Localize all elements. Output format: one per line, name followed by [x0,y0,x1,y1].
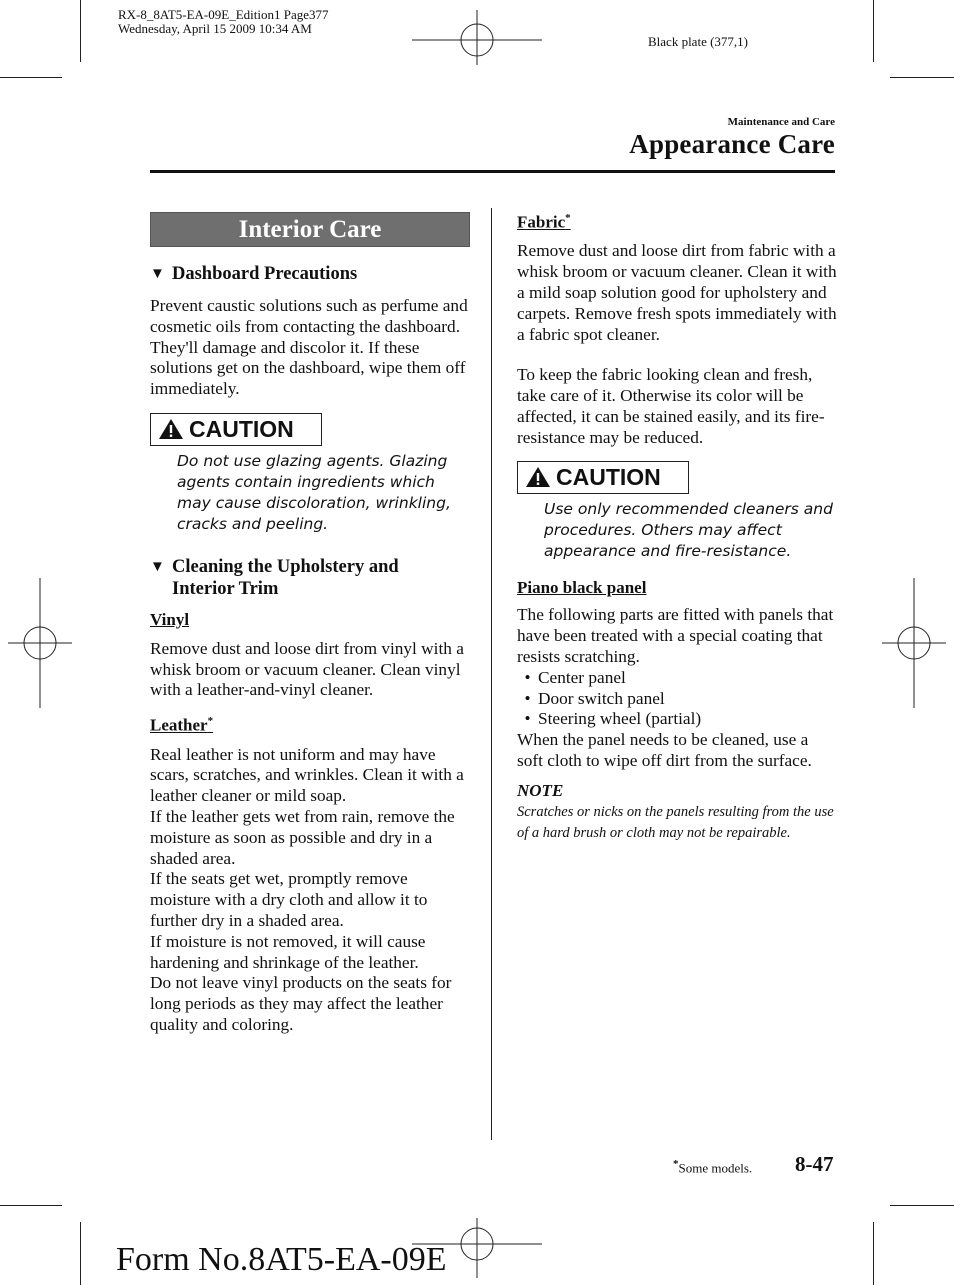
page-number: 8-47 [795,1152,834,1176]
registration-mark-icon [8,578,72,708]
leather-text-1: Real leather is not uniform and may have scars, scratches, and wrinkles. Clean it with a leather cleaner or mild soap. [150,744,464,806]
vinyl-text: Remove dust and loose dirt from vinyl with a whisk broom or vacuum cleaner. Clean vinyl with a leather-and-vinyl cleaner. [150,638,464,700]
dashboard-text: Prevent caustic solutions such as perfume and cosmetic oils from contacting the dashboard. They'll damage and discolor it. If these solutions get on the dashboard, wipe them off immediately. [150,296,468,399]
registration-mark-icon [412,10,542,65]
triangle-down-icon: ▼ [150,266,165,282]
upholstery-heading-text [172,556,399,600]
crop-mark [0,77,62,78]
fabric-heading [517,208,837,233]
list-item-text: Center panel [538,667,626,687]
triangle-down-icon: ▼ [150,558,165,575]
column-divider [491,208,492,1140]
leather-heading-text: Leather [150,715,208,735]
bullet-icon: • [524,688,531,708]
right-column [517,208,837,844]
list-item-text: Steering wheel (partial) [538,709,702,729]
caution-text: Do not use glazing agents. Glazing agents contain ingredients which may cause discoloration, wrinkling, cracks and peeling. [177,451,451,533]
crop-mark [873,1222,874,1285]
header-rule [150,170,835,173]
crop-mark [0,1205,62,1206]
upholstery-heading-line2: Interior Trim [172,578,279,599]
bullet-icon: • [524,709,531,729]
warning-triangle-icon [158,418,184,440]
leather-text-2: If the leather gets wet from rain, remove the moisture as soon as possible and dry in a shaded area. [150,807,455,868]
crop-mark [890,1205,954,1206]
caution-box [150,413,322,446]
caution-label: CAUTION [556,463,661,490]
leather-text-4: If moisture is not removed, it will cause hardening and shrinkage of the leather. [150,931,426,972]
section-banner: Interior Care [150,212,470,247]
leather-text-3: If the seats get wet, promptly remove moisture with a dry cloth and allow it to further dry in a shaded area. [150,869,428,930]
list-item [517,668,837,689]
piano-heading: Piano black panel [517,577,647,597]
registration-mark-icon [882,578,946,708]
fabric-text-2: To keep the fabric looking clean and fresh, take care of it. Otherwise its color will be affected, it can be stained easily, and its fire-resistance may be reduced. [517,365,825,447]
section-label: Maintenance and Care [727,116,835,128]
list-item [517,709,837,730]
crop-mark [873,0,874,62]
leather-text-5: Do not leave vinyl products on the seats for long periods as they may affect the leather quality and coloring. [150,973,452,1034]
print-info [118,8,329,36]
dashboard-heading-text: Dashboard Precautions [172,264,358,284]
leather-heading [150,711,470,736]
note-heading: NOTE [517,780,564,800]
fabric-heading-text: Fabric [517,212,566,232]
footnote [673,1158,752,1176]
list-item-text: Door switch panel [538,688,665,708]
left-column [150,212,470,1036]
plate-label: Black plate (377,1) [648,34,748,49]
caution-label: CAUTION [189,416,294,443]
page-title: Appearance Care [629,129,835,159]
dashboard-heading [150,263,470,285]
asterisk-marker: * [565,212,571,224]
vinyl-heading: Vinyl [150,609,190,629]
piano-after-text: When the panel needs to be cleaned, use a soft cloth to wipe off dirt from the surface. [517,730,812,770]
fabric-text-1: Remove dust and loose dirt from fabric with a whisk broom or vacuum cleaner. Clean it with a mild soap solution good for upholstery and carpets. Remove fresh spots immediately with a fabric spot cleaner. [517,241,837,344]
crop-mark [890,77,954,78]
upholstery-heading-line1: Cleaning the Upholstery and [172,556,399,577]
warning-triangle-icon [525,466,551,488]
bullet-icon: • [524,667,531,687]
print-info-date: Wednesday, April 15 2009 10:34 AM [118,21,312,36]
list-item [517,689,837,710]
asterisk-marker: * [207,715,214,728]
caution-text: Use only recommended cleaners and procedures. Others may affect appearance and fire-resistance. [544,499,833,560]
caution-box [517,461,689,494]
crop-mark [80,0,81,62]
print-info-file: RX-8_8AT5-EA-09E_Edition1 Page377 [118,7,329,22]
footnote-text: Some models. [678,1160,753,1176]
piano-text: The following parts are fitted with panels that have been treated with a special coating that resists scratching. [517,605,834,667]
form-number: Form No.8AT5-EA-09E [116,1241,447,1278]
note-text: Scratches or nicks on the panels resulting from the use of a hard brush or cloth may not be repairable. [517,803,834,841]
crop-mark [80,1222,81,1285]
asterisk-marker: * [673,1158,679,1170]
upholstery-heading [150,556,470,600]
